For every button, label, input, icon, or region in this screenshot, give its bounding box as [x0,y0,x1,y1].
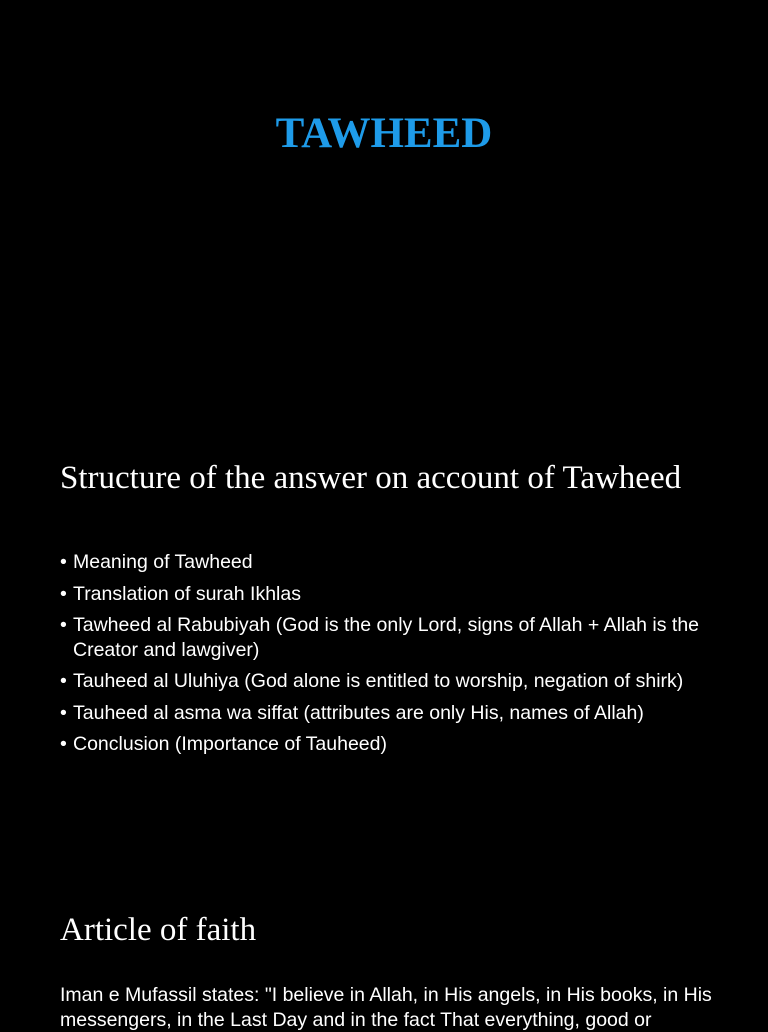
bullet-icon: • [60,701,67,724]
bullet-icon: • [60,551,67,573]
list-item-text: Tawheed al Rabubiyah (God is the only Lord, signs of Allah + Allah is the Creator and lawgiver) [73,614,700,661]
list-item [60,582,720,607]
list-item-text: Meaning of Tawheed [73,551,253,573]
bullet-icon: • [60,614,67,636]
list-item [60,613,720,662]
list-item-text: Translation of surah Ikhlas [73,582,301,605]
structure-heading: Structure of the answer on account of Tawheed [60,460,682,496]
bullet-icon: • [60,670,67,692]
list-item-text: Tauheed al Uluhiya (God alone is entitled to worship, negation of shirk) [73,670,684,692]
iman-mufassil-text: Iman e Mufassil states: "I believe in Allah, in His angels, in His books, in His messengers, in the Last Day and in the fact That everything, good or [60,984,712,1031]
list-item-text: Tauheed al asma wa siffat (attributes are only His, names of Allah) [73,701,644,724]
list-item [60,669,720,694]
slide-title: TAWHEED [275,110,493,157]
list-item [60,732,720,757]
bullet-icon: • [60,733,67,755]
bullet-icon: • [60,582,67,605]
list-item-text: Conclusion (Importance of Tauheed) [73,733,387,755]
article-of-faith-heading: Article of faith [60,912,257,948]
list-item [60,701,720,726]
bullet-list [60,550,720,764]
list-item [60,550,720,575]
